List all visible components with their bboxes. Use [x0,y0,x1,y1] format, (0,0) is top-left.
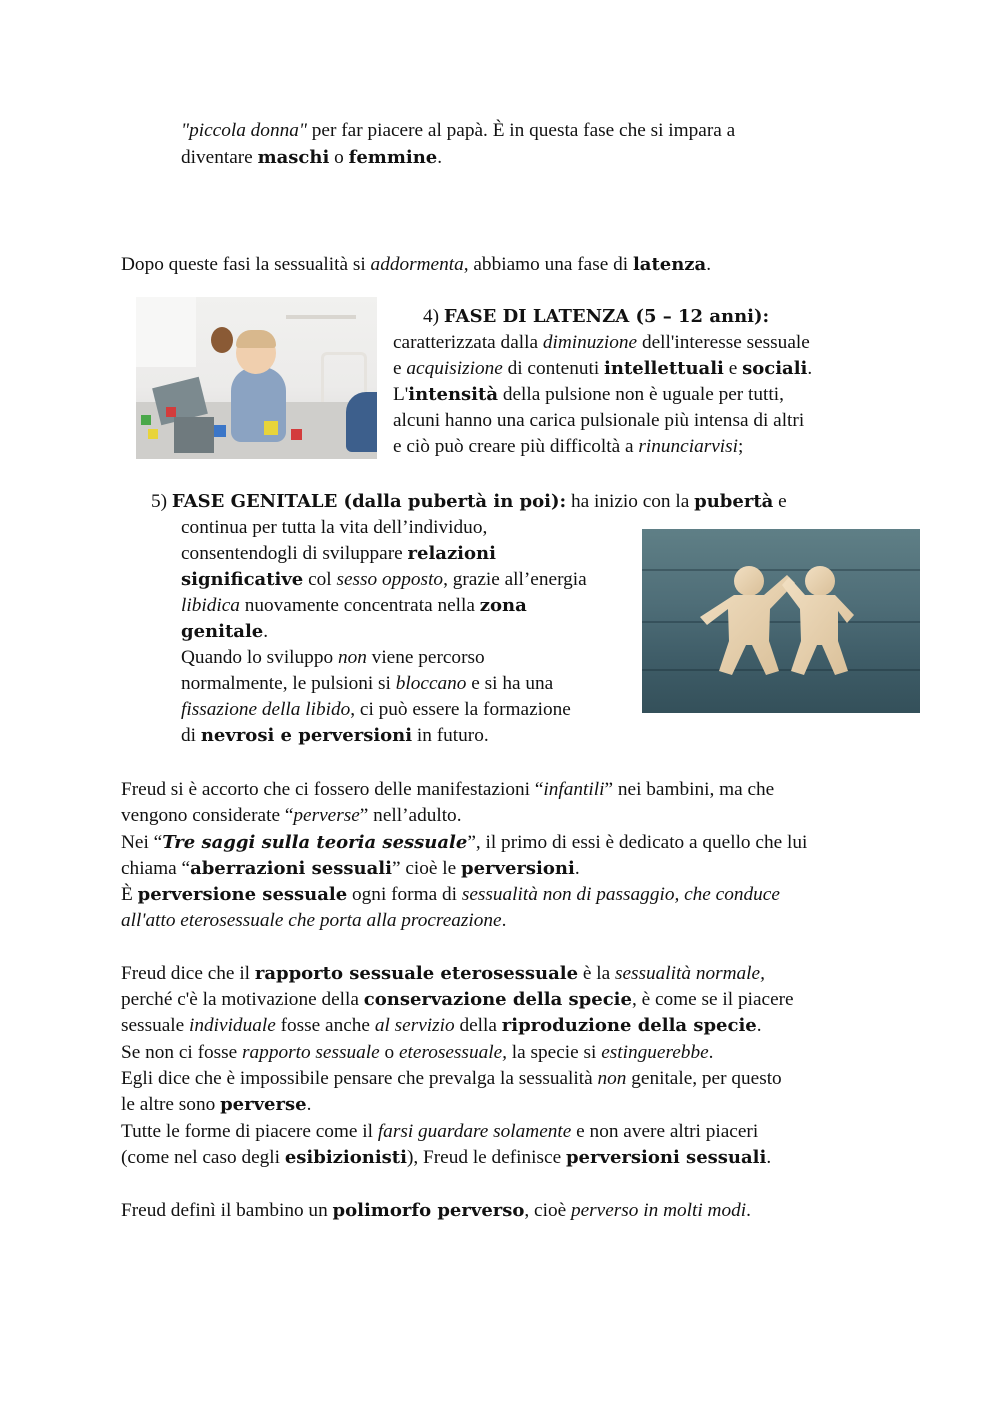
text-line [121,1013,762,1039]
text-run: viene percorso [366,647,485,668]
text-line [181,619,268,645]
bold-text: esibizionisti [284,1147,407,1168]
bold-text: aberrazioni sessuali [190,858,392,879]
text-run: Quando lo sviluppo [181,647,338,668]
section-heading [151,489,787,515]
text-run: , ci può essere la formazione [350,699,571,720]
text-run: nuovamente concentrata nella [239,595,480,616]
text-run: e ciò può creare più difficoltà a [393,436,639,457]
text-run: . [706,254,712,275]
text-line [181,697,571,723]
text-run: della pulsione non è uguale per tutti, [498,384,784,405]
text-line [121,1145,771,1171]
bold-text: perversione sessuale [137,884,348,905]
text-line [181,723,489,749]
italic-text: non [337,647,367,668]
text-run: . [746,1200,751,1221]
text-run: , è come se il piacere [631,989,794,1010]
text-run: di [181,725,201,746]
text-line [393,356,812,382]
text-line [181,145,442,171]
text-run: vengono considerate “ [121,805,294,826]
bold-text: intensità [408,384,498,405]
italic-text: al servizio [374,1015,455,1036]
text-line [181,567,587,593]
text-run: ; [738,436,744,457]
italic-text: bloccano [395,673,467,694]
text-run: continua per tutta la vita dell’individuo, [181,517,488,538]
paragraph-polimorfo-perverso [121,1198,751,1224]
text-run: ”, il primo di essi è dedicato a quello che lui [467,832,808,853]
text-run: sessuale [121,1015,190,1036]
italic-text: eterosessuale, [398,1042,507,1063]
text-run: , grazie all’energia [443,569,587,590]
text-run: 4) [423,306,444,327]
bold-text: perverse [220,1094,307,1115]
text-run: caratterizzata dalla [393,332,543,353]
italic-text: farsi guardare solamente [377,1121,572,1142]
bold-text: riproduzione della specie [501,1015,757,1036]
text-run: ” cioè le [391,858,461,879]
text-run: È [121,884,138,905]
bold-text: pubertà [694,491,774,512]
italic-text: sessualità normale, [614,963,765,984]
text-run: . [708,1042,714,1063]
text-run: alcuni hanno una carica pulsionale più intensa di altri [393,410,805,431]
text-line [181,645,485,671]
bold-text: maschi [257,147,330,168]
italic-text: sessualità non di passaggio, che conduce [461,884,780,905]
text-run: Dopo queste fasi la sessualità si [121,254,371,275]
text-line [393,408,804,434]
text-run: perché c'è la motivazione della [121,989,364,1010]
intro-latenza [121,252,711,278]
text-run: . [766,1147,772,1168]
italic-text: libidica [181,595,240,616]
text-run: per far piacere al papà. È in questa fase che si impara a [306,120,736,141]
text-run: Egli dice che è impossibile pensare che prevalga la sessualità [121,1068,598,1089]
text-line [393,382,784,408]
text-run: . [437,147,443,168]
italic-text: non [597,1068,627,1089]
bold-text: perversioni sessuali [565,1147,767,1168]
text-line [121,777,774,803]
child-playing-photo [136,297,377,459]
italic-text: individuale [189,1015,276,1036]
text-run: (come nel caso degli [121,1147,285,1168]
text-run: normalmente, le pulsioni si [181,673,396,694]
text-line [121,830,807,856]
text-run: e [773,491,787,512]
text-run: della [454,1015,502,1036]
text-run: Tutte le forme di piacere come il [121,1121,378,1142]
text-run: Freud si è accorto che ci fossero delle manifestazioni “ [121,779,544,800]
text-run: le altre sono [121,1094,221,1115]
text-run: Freud dice che il [121,963,255,984]
italic-text: all'atto eterosessuale che porta alla procreazione [121,910,502,931]
text-run: , abbiamo una fase di [463,254,633,275]
text-line [121,1040,713,1066]
text-run: . [756,1015,762,1036]
text-run: ” nell’adulto. [359,805,462,826]
text-run: . [263,621,269,642]
text-line [393,434,743,460]
bold-text: intellettuali [604,358,724,379]
text-line [121,1119,758,1145]
bold-text: significative [181,569,304,590]
bold-text: perversioni [461,858,575,879]
text-line [121,961,765,987]
text-run: e [723,358,743,379]
text-run: la specie si [506,1042,602,1063]
bold-text: zona [479,595,527,616]
text-line [181,541,496,567]
text-run: dell'interesse sessuale [637,332,810,353]
text-run: . [306,1094,312,1115]
text-run: ), Freud le definisce [406,1147,566,1168]
italic-text: estinguerebbe [601,1042,709,1063]
section-heading [423,304,769,330]
text-line [181,515,487,541]
text-line [121,987,794,1013]
italic-text: fissazione della libido [181,699,351,720]
text-run: L' [393,384,409,405]
bold-text: sociali [742,358,808,379]
text-run: chiama “ [121,858,191,879]
bold-text: relazioni [407,543,496,564]
text-run: di contenuti [502,358,605,379]
text-line [181,671,553,697]
text-run: fosse anche [275,1015,375,1036]
text-run: ” nei bambini, ma che [604,779,775,800]
italic-text: perverse [293,805,360,826]
text-run: Nei “ [121,832,163,853]
text-run: diventare [181,147,258,168]
text-run: . [807,358,813,379]
text-run: e [393,358,407,379]
text-run: . [501,910,507,931]
text-run: in futuro. [412,725,489,746]
text-run: o [379,1042,399,1063]
text-line [181,593,527,619]
text-line [121,882,780,908]
text-run: e non avere altri piaceri [571,1121,759,1142]
text-line [121,908,506,934]
italic-text: diminuzione [542,332,638,353]
text-run: ogni forma di [347,884,462,905]
text-run: o [329,147,349,168]
bold-italic-text: Tre saggi sulla teoria sessuale [162,832,468,853]
text-run: 5) [151,491,172,512]
text-run: Freud definì il bambino un [121,1200,333,1221]
bold-text: femmine [348,147,438,168]
wooden-figures-photo [642,529,920,713]
text-run: Se non ci fosse [121,1042,243,1063]
text-line [121,856,580,882]
bold-text: latenza [632,254,707,275]
text-line [181,118,735,144]
text-run: . [574,858,580,879]
text-line [121,1066,782,1092]
text-run: consentendogli di sviluppare [181,543,408,564]
text-run: , cioè [524,1200,571,1221]
text-line [393,330,810,356]
italic-text: sesso opposto [336,569,444,590]
bold-text: conservazione della specie [363,989,632,1010]
bold-text: nevrosi e perversioni [200,725,413,746]
bold-text: rapporto sessuale eterosessuale [254,963,579,984]
italic-text: "piccola donna" [181,120,307,141]
bold-text: genitale [181,621,264,642]
italic-text: rapporto sessuale [242,1042,380,1063]
italic-text: infantili [543,779,605,800]
italic-text: addormenta [370,254,464,275]
italic-text: perverso in molti modi [570,1200,747,1221]
bold-text: FASE GENITALE (dalla pubertà in poi): [171,491,567,512]
text-line [121,1092,311,1118]
text-run: è la [578,963,615,984]
text-run: col [303,569,337,590]
italic-text: acquisizione [406,358,503,379]
bold-text: polimorfo perverso [332,1200,525,1221]
text-run: ha inizio con la [566,491,695,512]
text-line [121,803,462,829]
bold-text: FASE DI LATENZA (5 – 12 anni): [443,306,770,327]
italic-text: rinunciarvisi [638,436,738,457]
text-run: genitale, per questo [626,1068,782,1089]
text-run: e si ha una [466,673,554,694]
